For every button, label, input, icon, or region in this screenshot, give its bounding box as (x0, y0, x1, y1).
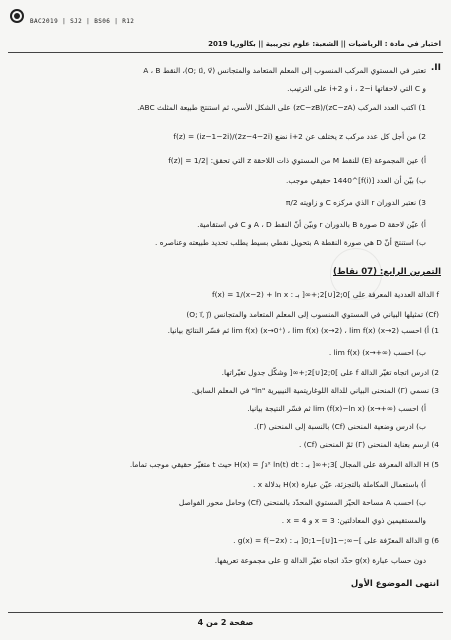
exam-header-title: اختبار في مادة : الرياضيات || الشعبة: علوم تجريبية || بكالوريا 2019 (208, 40, 441, 48)
ex4-question-3a: أ) احسب lim (f(x)−ln x) (x→+∞) ثم فسّر النتيجة بيانيا. (247, 404, 426, 413)
ex2-question-3: 3) نعتبر الدوران r الذي مركزه C و زاويته π/2 (285, 198, 426, 207)
ex4-question-3: 3) نسمي (Γ) المنحنى البياني للدالة اللوغاريتمية النيبيرية "ln" في المعلم السابق. (191, 386, 439, 395)
ex4-question-6: 6) g الدالة المعرّفة على ]−∞;−1[∪]−1;0[ بـ : g(x) = f(−2x) . (233, 536, 439, 545)
ex4-line-def: f الدالة العددية المعرفة على ]0;2[∪]2;+∞[ بـ : f(x) = 1/(x−2) + ln x (212, 290, 439, 299)
exercise-number: II. (430, 63, 441, 73)
ex2-question-2b: ب) بيّن أن العدد [f(i)]^1440 حقيقي موجب. (286, 176, 426, 185)
ex4-question-3b: ب) ادرس وضعية المنحنى (Cf) بالنسبة إلى المنحنى (Γ). (254, 422, 426, 431)
ex4-question-2: 2) ادرس اتجاه تغيّر الدالة f على ]0;2[∪]2;+∞[ وشكّل جدول تغيّراتها. (221, 368, 439, 377)
ex2-line-2: و C التي لاحقاتها i ، 2−i و 2+i على الترتيب. (287, 84, 426, 93)
ex4-question-6-cont: دون حساب عبارة g(x) حدّد اتجاه تغيّر الدالة g على مجموعة تعريفها. (214, 556, 426, 565)
ministry-logo (10, 9, 24, 23)
ex4-question-5: 5) H الدالة المعرفة على المجال ]3;+∞[ بـ : H(x) = ∫₃ˣ ln(t) dt حيث t متغيّر حقيقي موجب تماما. (129, 460, 439, 469)
ex2-question-3b: ب) استنتج أنّ D هي صورة النقطة A بتحويل نقطي بسيط يطلب تحديد طبيعته وعناصره . (155, 238, 426, 247)
ex2-question-3a: أ) عيّن لاحقة D صورة B بالدوران r وبيّن أنّ النقط A ، D و C في استقامية. (197, 220, 426, 229)
page-number: صفحة 2 من 4 (197, 618, 254, 627)
exam-code: BAC2019 | SJ2 | BS06 | R12 (30, 18, 135, 25)
ex2-question-1: 1) اكتب العدد المركب (zC−zA)/(zC−zB) على الشكل الأسي، ثم استنتج طبيعة المثلث ABC. (137, 103, 426, 112)
ex4-line-curve: (Cf) تمثيلها البياني في المستوي المنسوب إلى المعلم المتعامد والمتجانس (O; i⃗, j⃗) (186, 310, 439, 319)
ex4-question-1a: 1) أ) احسب lim f(x) (x→0⁺) ، lim f(x) (x→2) ، lim f(x) (x→2) ثم فسّر النتائج بيانيا. (167, 326, 439, 335)
ex4-question-1b: ب) احسب lim f(x) (x→+∞) . (328, 348, 426, 357)
ex2-question-2a: أ) عين المجموعة (E) للنقط M من المستوي ذات اللاحقة z التي تحقق: |f(z)| = 1/2 (168, 156, 426, 165)
footer-divider (8, 612, 443, 613)
ex2-question-2: 2) من أجل كل عدد مركب z يختلف عن 2+i نضع f(z) = (iz−1−2i)/(2z−4−2i) (173, 132, 426, 141)
header-divider (8, 52, 443, 53)
ex4-question-5a: أ) باستعمال المكاملة بالتجزئة، عيّن عبارة H(x) بدلالة x . (252, 480, 426, 489)
ex2-line-1: تعتبر في المستوي المركب المنسوب إلى المعلم المتعامد والمتجانس (O; u⃗, v⃗)، النقط A ، B (143, 66, 426, 75)
ex4-question-5b-cont: والمستقيمين ذوي المعادلتين: x = 3 و x = 4 . (281, 516, 426, 525)
end-of-subject: انتهى الموضوع الأول (350, 579, 439, 589)
exercise-4-title: التمرين الرابع: (07 نقاط) (333, 267, 441, 277)
ex4-question-5b: ب) احسب A مساحة الحيّز المستوي المحدّد بالمنحنى (Cf) وحامل محور الفواصل (178, 498, 426, 507)
watermark-stamp (330, 248, 382, 300)
ex4-question-4: 4) ارسم بعناية المنحنى (Γ) ثمّ المنحنى (Cf) . (299, 440, 439, 449)
